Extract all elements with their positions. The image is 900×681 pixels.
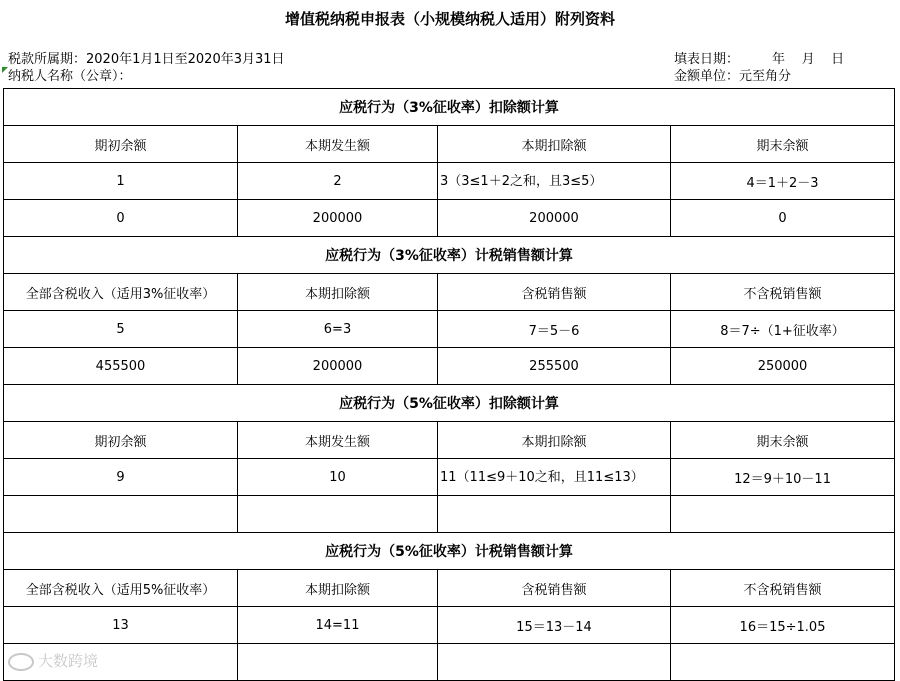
table-cell: 6=3 [238, 311, 438, 348]
value-row [4, 348, 895, 385]
table-cell: 200000 [238, 200, 438, 237]
header-cell: 本期发生额 [238, 126, 438, 163]
column-header-row [4, 570, 895, 607]
table-cell [4, 496, 238, 533]
section-header-row [4, 533, 895, 570]
table-cell [671, 644, 895, 681]
header-cell: 期末余额 [671, 126, 895, 163]
header-cell: 含税销售额 [438, 570, 671, 607]
table-cell [438, 496, 671, 533]
formula-row [4, 311, 895, 348]
header-cell: 期初余额 [4, 126, 238, 163]
section-title: 应税行为（3%征收率）计税销售额计算 [4, 237, 895, 274]
taxpayer-name-label: 纳税人名称（公章）： [8, 69, 132, 84]
table-cell: 2 [238, 163, 438, 200]
table-cell: 8＝7÷（1+征收率） [671, 311, 895, 348]
table-cell [238, 496, 438, 533]
header-cell: 本期扣除额 [238, 274, 438, 311]
table-cell: 7＝5－6 [438, 311, 671, 348]
section-header-row [4, 237, 895, 274]
table-cell: 3（3≤1＋2之和，且3≤5） [438, 163, 671, 200]
tax-period: 税款所属期：2020年1月1日至2020年3月31日 [8, 52, 285, 67]
table-cell: 13 [4, 607, 238, 644]
column-header-row [4, 126, 895, 163]
table-cell: 250000 [671, 348, 895, 385]
header-cell: 不含税销售额 [671, 274, 895, 311]
section-title: 应税行为（3%征收率）扣除额计算 [4, 89, 895, 126]
value-row [4, 200, 895, 237]
section-title: 应税行为（5%征收率）计税销售额计算 [4, 533, 895, 570]
formula-row [4, 163, 895, 200]
column-header-row [4, 422, 895, 459]
table-cell: 455500 [4, 348, 238, 385]
fill-date: 填表日期： 年 月 日 [674, 52, 845, 67]
table-cell: 14=11 [238, 607, 438, 644]
formula-row [4, 607, 895, 644]
table-cell: 255500 [438, 348, 671, 385]
header-cell: 全部含税收入（适用3%征收率） [4, 274, 238, 311]
watermark-text: 大数跨境 [38, 652, 99, 670]
section-header-row [4, 385, 895, 422]
header-cell: 不含税销售额 [671, 570, 895, 607]
header-cell: 期初余额 [4, 422, 238, 459]
table-cell: 10 [238, 459, 438, 496]
table-cell: 200000 [238, 348, 438, 385]
attachment-table [3, 88, 895, 681]
amount-unit: 金额单位：元至角分 [674, 69, 792, 84]
value-row [4, 644, 895, 681]
table-cell [671, 496, 895, 533]
table-cell: 11（11≤9＋10之和，且11≤13） [438, 459, 671, 496]
form-title: 增值税纳税申报表（小规模纳税人适用）附列资料 [284, 10, 615, 28]
table-cell [238, 644, 438, 681]
table-cell: 0 [4, 200, 238, 237]
header-cell: 本期扣除额 [438, 126, 671, 163]
table-cell: 15＝13－14 [438, 607, 671, 644]
table-cell: 1 [4, 163, 238, 200]
section-header-row [4, 89, 895, 126]
table-cell: 12＝9＋10－11 [671, 459, 895, 496]
formula-row [4, 459, 895, 496]
header-cell: 本期扣除额 [238, 570, 438, 607]
header-cell: 全部含税收入（适用5%征收率） [4, 570, 238, 607]
value-row [4, 496, 895, 533]
watermark-logo-icon [8, 653, 34, 671]
table-cell [438, 644, 671, 681]
table-cell: 4＝1＋2－3 [671, 163, 895, 200]
header-cell: 本期发生额 [238, 422, 438, 459]
section-title: 应税行为（5%征收率）扣除额计算 [4, 385, 895, 422]
table-cell: 16＝15÷1.05 [671, 607, 895, 644]
table-cell: 9 [4, 459, 238, 496]
table-cell: 200000 [438, 200, 671, 237]
column-header-row [4, 274, 895, 311]
table-cell: 0 [671, 200, 895, 237]
watermark [8, 650, 98, 671]
table-cell: 5 [4, 311, 238, 348]
header-cell: 期末余额 [671, 422, 895, 459]
header-cell: 含税销售额 [438, 274, 671, 311]
header-cell: 本期扣除额 [438, 422, 671, 459]
